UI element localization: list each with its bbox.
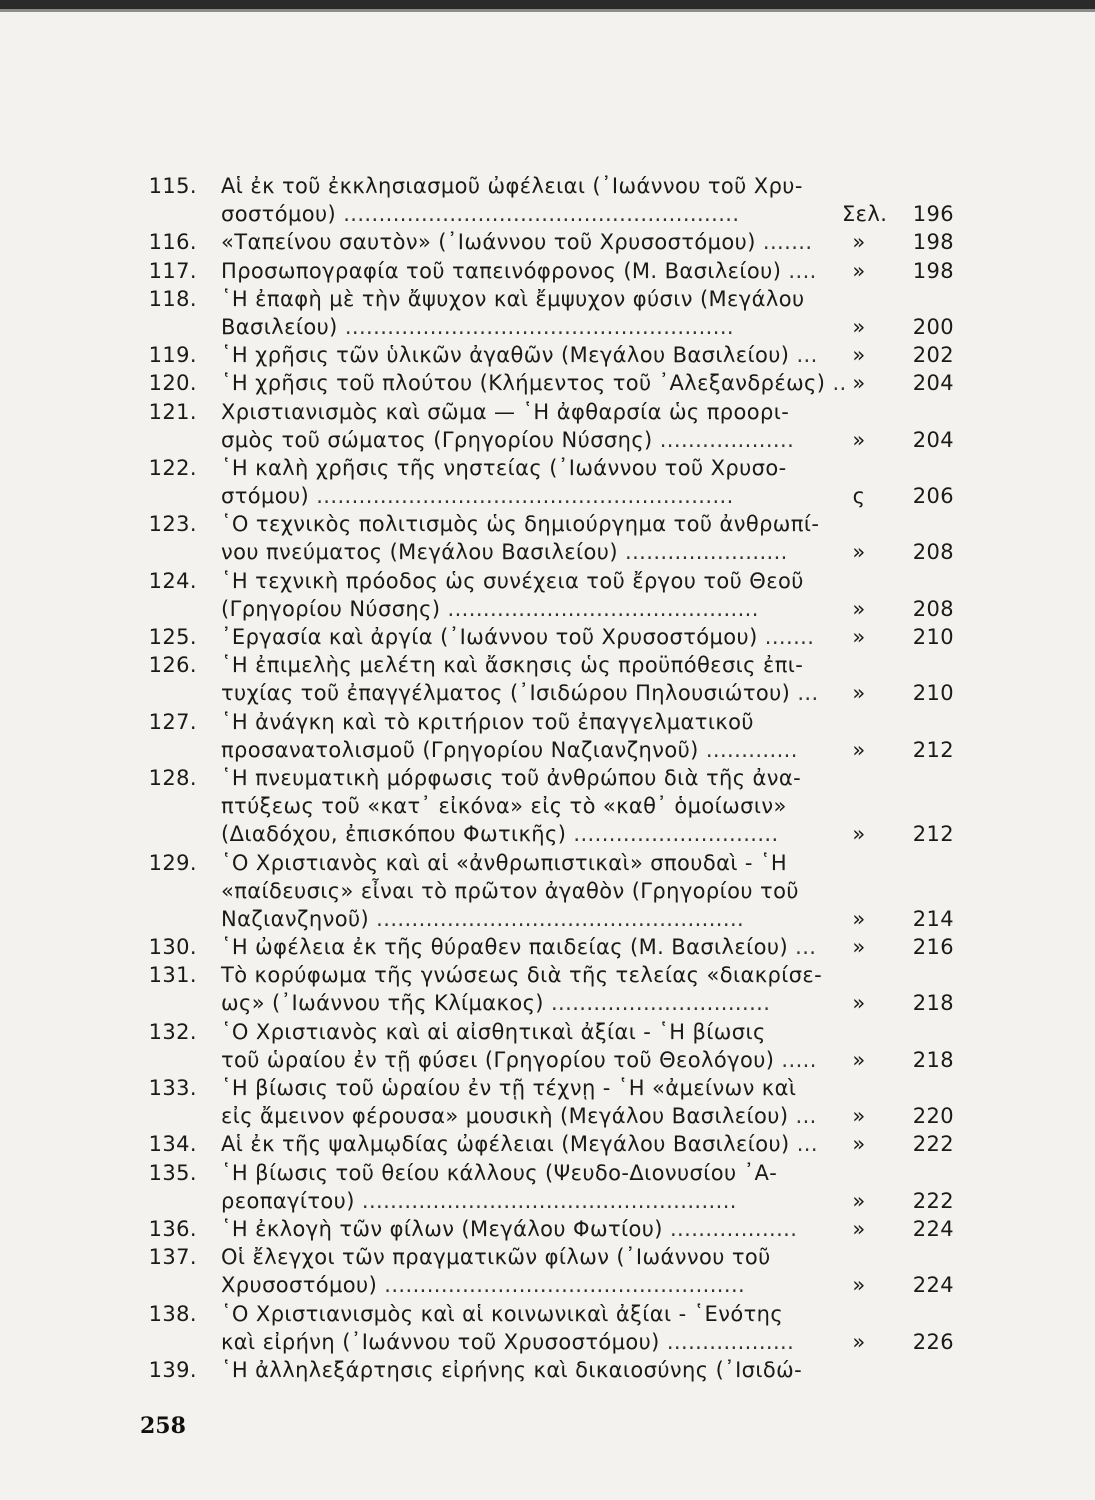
entry-title-text: εἰς ἄμεινον φέρουσα» μουσικὴ (Μεγάλου Βασιλείου)	[221, 1104, 789, 1129]
dot-leader: ...	[788, 1104, 817, 1129]
entry-title-text: Ναζιανζηνοῦ)	[221, 906, 370, 931]
dot-leader: ...	[789, 343, 818, 368]
entry-title-text: ῾Η ἀλληλεξάρτησις εἰρήνης καὶ δικαιοσύνης (᾿Ισιδώ-	[221, 1357, 803, 1382]
entry-title-text: τυχίας τοῦ ἐπαγγέλματος (᾿Ισιδώρου Πηλουσιώτου)	[221, 681, 791, 706]
toc-line	[0, 482, 1095, 510]
entry-title-line	[221, 1187, 737, 1215]
page-ref: 212	[912, 822, 954, 847]
toc-line	[0, 538, 1095, 566]
entry-number: 138.	[148, 1301, 197, 1326]
entry-title-line	[221, 764, 801, 792]
page-marker: »	[852, 1273, 866, 1298]
entry-title-line	[221, 1300, 783, 1328]
page-marker: »	[852, 1047, 866, 1072]
toc-line	[0, 1356, 1095, 1384]
toc-line	[0, 933, 1095, 961]
page-ref: 208	[912, 596, 954, 621]
entry-title-text: ῾Η βίωσις τοῦ θείου κάλλους (Ψευδο-Διονυσίου ᾿Α-	[221, 1160, 778, 1185]
entry-title-line	[221, 1356, 802, 1384]
page-ref: 204	[912, 371, 954, 396]
entry-number: 134.	[148, 1132, 197, 1157]
entry-title-text: ῾Ο τεχνικὸς πολιτισμὸς ὡς δημιούργημα τοῦ ἀνθρωπί-	[221, 512, 820, 537]
entry-title-line	[221, 736, 798, 764]
entry-title-text: πτύξεως τοῦ «κατ᾿ εἰκόνα» εἰς τὸ «καθ᾿ ὁμοίωσιν»	[221, 794, 787, 819]
entry-title-line	[221, 1243, 771, 1271]
toc-line	[0, 257, 1095, 285]
entry-title-text: Χριστιανισμὸς καὶ σῶμα — ῾Η ἀφθαρσία ὡς προορι-	[221, 399, 790, 424]
dot-leader: ........................................................	[336, 202, 740, 227]
entry-title-text: ῾Η πνευματικὴ μόρφωσις τοῦ ἀνθρώπου διὰ τῆς ἀνα-	[221, 765, 802, 790]
dot-leader: .....................................................	[354, 1188, 737, 1213]
toc-line	[0, 651, 1095, 679]
toc-line	[0, 708, 1095, 736]
entry-title-text: καὶ εἰρήνη (᾿Ιωάννου τοῦ Χρυσοστόμου)	[221, 1329, 660, 1354]
entry-title-line	[221, 1074, 796, 1102]
page-marker: »	[852, 230, 866, 255]
toc-line	[0, 341, 1095, 369]
entry-title-line	[221, 1130, 818, 1158]
page-marker: »	[852, 1216, 866, 1241]
entry-title-line	[221, 792, 787, 820]
toc-line	[0, 1215, 1095, 1243]
toc-line	[0, 820, 1095, 848]
dot-leader: ....................................................	[369, 906, 745, 931]
toc-line	[0, 1102, 1095, 1130]
toc-line	[0, 510, 1095, 538]
dot-leader: ..	[825, 371, 847, 396]
entry-title-line	[221, 454, 787, 482]
toc-line	[0, 736, 1095, 764]
entry-number: 135.	[148, 1160, 197, 1185]
entry-number: 117.	[148, 258, 197, 283]
page-marker: »	[852, 1188, 866, 1213]
entry-title-line	[221, 426, 794, 454]
entry-number: 129.	[148, 850, 197, 875]
toc-line	[0, 764, 1095, 792]
page-marker: »	[852, 737, 866, 762]
toc-line	[0, 1300, 1095, 1328]
entry-title-line	[221, 313, 734, 341]
entry-title-text: ῾Ο Χριστιανὸς καὶ αἱ αἰσθητικαὶ ἀξίαι - ῾Η βίωσις	[221, 1019, 766, 1044]
page-ref: 198	[912, 230, 954, 255]
toc-line	[0, 792, 1095, 820]
entry-number: 136.	[148, 1216, 197, 1241]
entry-title-line	[221, 905, 744, 933]
toc-line	[0, 1074, 1095, 1102]
entry-number: 123.	[148, 512, 197, 537]
entry-title-line	[221, 933, 816, 961]
page-ref: 196	[912, 202, 954, 227]
entry-title-text: ῾Η χρῆσις τῶν ὑλικῶν ἀγαθῶν (Μεγάλου Βασιλείου)	[221, 343, 790, 368]
entry-title-line	[221, 623, 814, 651]
entry-number: 118.	[148, 286, 197, 311]
dot-leader: ...................	[652, 427, 795, 452]
entry-title-text: ως» (᾿Ιωάννου τῆς Κλίμακος)	[221, 991, 544, 1016]
page-number: 258	[140, 1413, 186, 1439]
entry-title-text: ῾Η ἐκλογὴ τῶν φίλων (Μεγάλου Φωτίου)	[221, 1216, 663, 1241]
toc-line	[0, 567, 1095, 595]
page-ref: 216	[912, 935, 954, 960]
page-marker: »	[852, 935, 866, 960]
toc-line	[0, 454, 1095, 482]
dot-leader: .......................................................	[337, 314, 734, 339]
entry-title-text: «Ταπείνου σαυτὸν» (᾿Ιωάννου τοῦ Χρυσοστόμου)	[221, 230, 756, 255]
entry-title-line	[221, 651, 803, 679]
page-ref: 218	[912, 1047, 954, 1072]
page-marker: »	[852, 596, 866, 621]
entry-title-text: σοστόμου)	[221, 202, 337, 227]
entry-number: 119.	[148, 343, 197, 368]
entry-title-line	[221, 1159, 777, 1187]
entry-title-line	[221, 1271, 745, 1299]
dot-leader: ...................................................	[377, 1273, 746, 1298]
page-ref: 198	[912, 258, 954, 283]
entry-title-line	[221, 595, 759, 623]
dot-leader: ...........................................................	[309, 484, 734, 509]
entry-number: 121.	[148, 399, 197, 424]
entry-title-text: ῾Η χρῆσις τοῦ πλούτου (Κλήμεντος τοῦ ᾿Αλεξανδρέως)	[221, 371, 826, 396]
toc-line	[0, 1271, 1095, 1299]
dot-leader: ...	[790, 681, 819, 706]
entry-title-line	[221, 708, 754, 736]
entry-title-text: Αἱ ἐκ τοῦ ἐκκλησιασμοῦ ὠφέλειαι (᾿Ιωάννου τοῦ Χρυ-	[221, 174, 803, 198]
toc-line	[0, 877, 1095, 905]
entry-title-text: προσανατολισμοῦ (Γρηγορίου Ναζιανζηνοῦ)	[221, 737, 699, 762]
toc-line	[0, 1159, 1095, 1187]
entry-number: 137.	[148, 1245, 197, 1270]
page-marker: »	[852, 822, 866, 847]
entry-number: 128.	[148, 765, 197, 790]
toc-line	[0, 369, 1095, 397]
toc-line	[0, 1187, 1095, 1215]
table-of-contents	[0, 172, 1095, 1384]
entry-title-text: ῾Η ὠφέλεια ἐκ τῆς θύραθεν παιδείας (Μ. Βασιλείου)	[221, 935, 789, 960]
toc-line	[0, 398, 1095, 426]
entry-title-line	[221, 1215, 797, 1243]
entry-number: 126.	[148, 653, 197, 678]
toc-line	[0, 200, 1095, 228]
entry-title-text: ῾Η τεχνικὴ πρόοδος ὡς συνέχεια τοῦ ἔργου τοῦ Θεοῦ	[221, 568, 804, 593]
entry-title-line	[221, 961, 822, 989]
toc-line	[0, 1328, 1095, 1356]
page-marker: Σελ.	[842, 202, 888, 227]
entry-title-text: σμὸς τοῦ σώματος (Γρηγορίου Νύσσης)	[221, 427, 653, 452]
page-marker: »	[852, 343, 866, 368]
entry-title-text: (Γρηγορίου Νύσσης)	[221, 596, 441, 621]
page-marker: »	[852, 991, 866, 1016]
entry-title-line	[221, 1046, 817, 1074]
page-ref: 212	[912, 737, 954, 762]
entry-number: 130.	[148, 935, 197, 960]
entry-title-line	[221, 228, 812, 256]
page-ref: 224	[912, 1216, 954, 1241]
toc-line	[0, 1243, 1095, 1271]
toc-line	[0, 623, 1095, 651]
page-marker: »	[852, 1104, 866, 1129]
page-ref: 224	[912, 1273, 954, 1298]
page-marker: »	[852, 1329, 866, 1354]
entry-number: 116.	[148, 230, 197, 255]
entry-title-text: Αἱ ἐκ τῆς ψαλμῳδίας ὠφέλειαι (Μεγάλου Βασιλείου)	[221, 1132, 790, 1157]
page-marker: »	[852, 371, 866, 396]
entry-title-text: στόμου)	[221, 484, 310, 509]
scan-top-edge-shadow	[0, 9, 1095, 12]
dot-leader: .......................	[617, 540, 788, 565]
dot-leader: ....	[781, 258, 817, 283]
toc-line	[0, 1018, 1095, 1046]
entry-number: 132.	[148, 1019, 197, 1044]
page-marker: »	[852, 314, 866, 339]
entry-title-line	[221, 1328, 794, 1356]
toc-line	[0, 679, 1095, 707]
toc-line	[0, 905, 1095, 933]
entry-title-text: ῾Η ἀνάγκη καὶ τὸ κριτήριον τοῦ ἐπαγγελματικοῦ	[221, 709, 754, 734]
entry-title-line	[221, 679, 819, 707]
page-marker: »	[852, 540, 866, 565]
entry-title-line	[221, 1018, 766, 1046]
dot-leader: .............	[698, 737, 798, 762]
scan-top-edge	[0, 0, 1095, 9]
toc-line	[0, 228, 1095, 256]
toc-line	[0, 961, 1095, 989]
entry-title-text: ῾Η βίωσις τοῦ ὡραίου ἐν τῇ τέχνῃ - ῾Η «ἀμείνων καὶ	[221, 1076, 797, 1100]
dot-leader: .....	[774, 1047, 817, 1072]
dot-leader: ..................	[659, 1329, 795, 1354]
dot-leader: ...............................	[543, 991, 771, 1016]
entry-title-text: ῾Ο Χριστιανισμὸς καὶ αἱ κοινωνικαὶ ἀξίαι - ῾Ενότης	[221, 1301, 784, 1326]
entry-title-text: τοῦ ὡραίου ἐν τῇ φύσει (Γρηγορίου τοῦ Θεολόγου)	[221, 1047, 775, 1072]
toc-line	[0, 989, 1095, 1017]
dot-leader: ...	[788, 935, 817, 960]
page-marker: »	[852, 681, 866, 706]
page-ref: 210	[912, 625, 954, 649]
entry-title-text: «παίδευσις» εἶναι τὸ πρῶτον ἀγαθὸν (Γρηγορίου τοῦ	[221, 878, 799, 903]
entry-title-text: ᾿Εργασία καὶ ἀργία (᾿Ιωάννου τοῦ Χρυσοστόμου)	[221, 625, 758, 649]
entry-title-text: (Διαδόχου, ἐπισκόπου Φωτικῆς)	[221, 822, 567, 847]
entry-title-line	[221, 172, 803, 200]
entry-number: 127.	[148, 709, 197, 734]
page-marker: »	[852, 906, 866, 931]
entry-title-line	[221, 567, 804, 595]
entry-title-text: ρεοπαγίτου)	[221, 1188, 355, 1213]
entry-title-text: ῾Ο Χριστιανὸς καὶ αἱ «ἀνθρωπιστικαὶ» σπουδαὶ - ῾Η	[221, 850, 788, 875]
entry-title-line	[221, 341, 818, 369]
entry-title-line	[221, 849, 787, 877]
dot-leader: ............................................	[440, 596, 759, 621]
entry-title-line	[221, 538, 788, 566]
page-ref: 200	[912, 314, 954, 339]
entry-title-line	[221, 1102, 817, 1130]
page-marker: »	[852, 625, 866, 649]
page-marker: ς	[852, 484, 866, 509]
page-marker: »	[852, 1132, 866, 1157]
toc-line	[0, 426, 1095, 454]
toc-line	[0, 285, 1095, 313]
entry-title-text: ῾Η καλὴ χρῆσις τῆς νηστείας (᾿Ιωάννου τοῦ Χρυσο-	[221, 455, 787, 480]
entry-number: 131.	[148, 963, 197, 988]
entry-title-text: νου πνεύματος (Μεγάλου Βασιλείου)	[221, 540, 618, 565]
entry-title-text: ῾Η ἐπαφὴ μὲ τὴν ἄψυχον καὶ ἔμψυχον φύσιν (Μεγάλου	[221, 286, 805, 311]
page-ref: 222	[912, 1132, 954, 1157]
dot-leader: .......	[755, 230, 813, 255]
page-ref: 218	[912, 991, 954, 1016]
toc-line	[0, 1046, 1095, 1074]
entry-number: 133.	[148, 1076, 197, 1100]
page-marker: »	[852, 427, 866, 452]
entry-number: 139.	[148, 1357, 197, 1382]
entry-title-line	[221, 257, 817, 285]
entry-title-line	[221, 877, 799, 905]
page-ref: 210	[912, 681, 954, 706]
page-ref: 220	[912, 1104, 954, 1129]
dot-leader: ..................	[662, 1216, 798, 1241]
entry-number: 124.	[148, 568, 197, 593]
toc-line	[0, 172, 1095, 200]
toc-line	[0, 313, 1095, 341]
page-ref: 204	[912, 427, 954, 452]
entry-title-line	[221, 820, 779, 848]
page-marker: »	[852, 258, 866, 283]
entry-number: 122.	[148, 455, 197, 480]
page-ref: 202	[912, 343, 954, 368]
dot-leader: ...	[789, 1132, 818, 1157]
dot-leader: .......	[757, 625, 815, 649]
entry-title-text: Βασιλείου)	[221, 314, 338, 339]
entry-title-line	[221, 200, 739, 228]
toc-line	[0, 1130, 1095, 1158]
entry-title-text: ῾Η ἐπιμελὴς μελέτη καὶ ἄσκησις ὡς προϋπόθεσις ἐπι-	[221, 653, 804, 678]
entry-title-text: Χρυσοστόμου)	[221, 1273, 378, 1298]
page-ref: 222	[912, 1188, 954, 1213]
page-ref: 208	[912, 540, 954, 565]
entry-number: 115.	[148, 174, 197, 198]
toc-line	[0, 849, 1095, 877]
dot-leader: .............................	[566, 822, 779, 847]
entry-title-line	[221, 510, 819, 538]
entry-title-text: Οἱ ἔλεγχοι τῶν πραγματικῶν φίλων (᾿Ιωάννου τοῦ	[221, 1245, 771, 1270]
entry-title-line	[221, 369, 847, 397]
entry-title-line	[221, 285, 805, 313]
entry-number: 120.	[148, 371, 197, 396]
entry-title-text: Προσωπογραφία τοῦ ταπεινόφρονος (Μ. Βασιλείου)	[221, 258, 782, 283]
entry-title-line	[221, 989, 770, 1017]
entry-number: 125.	[148, 625, 197, 649]
entry-title-text: Τὸ κορύφωμα τῆς γνώσεως διὰ τῆς τελείας «διακρίσε-	[221, 963, 823, 988]
page-ref: 206	[912, 484, 954, 509]
toc-line	[0, 595, 1095, 623]
entry-title-line	[221, 482, 734, 510]
page-ref: 214	[912, 906, 954, 931]
entry-title-line	[221, 398, 789, 426]
page-ref: 226	[912, 1329, 954, 1354]
